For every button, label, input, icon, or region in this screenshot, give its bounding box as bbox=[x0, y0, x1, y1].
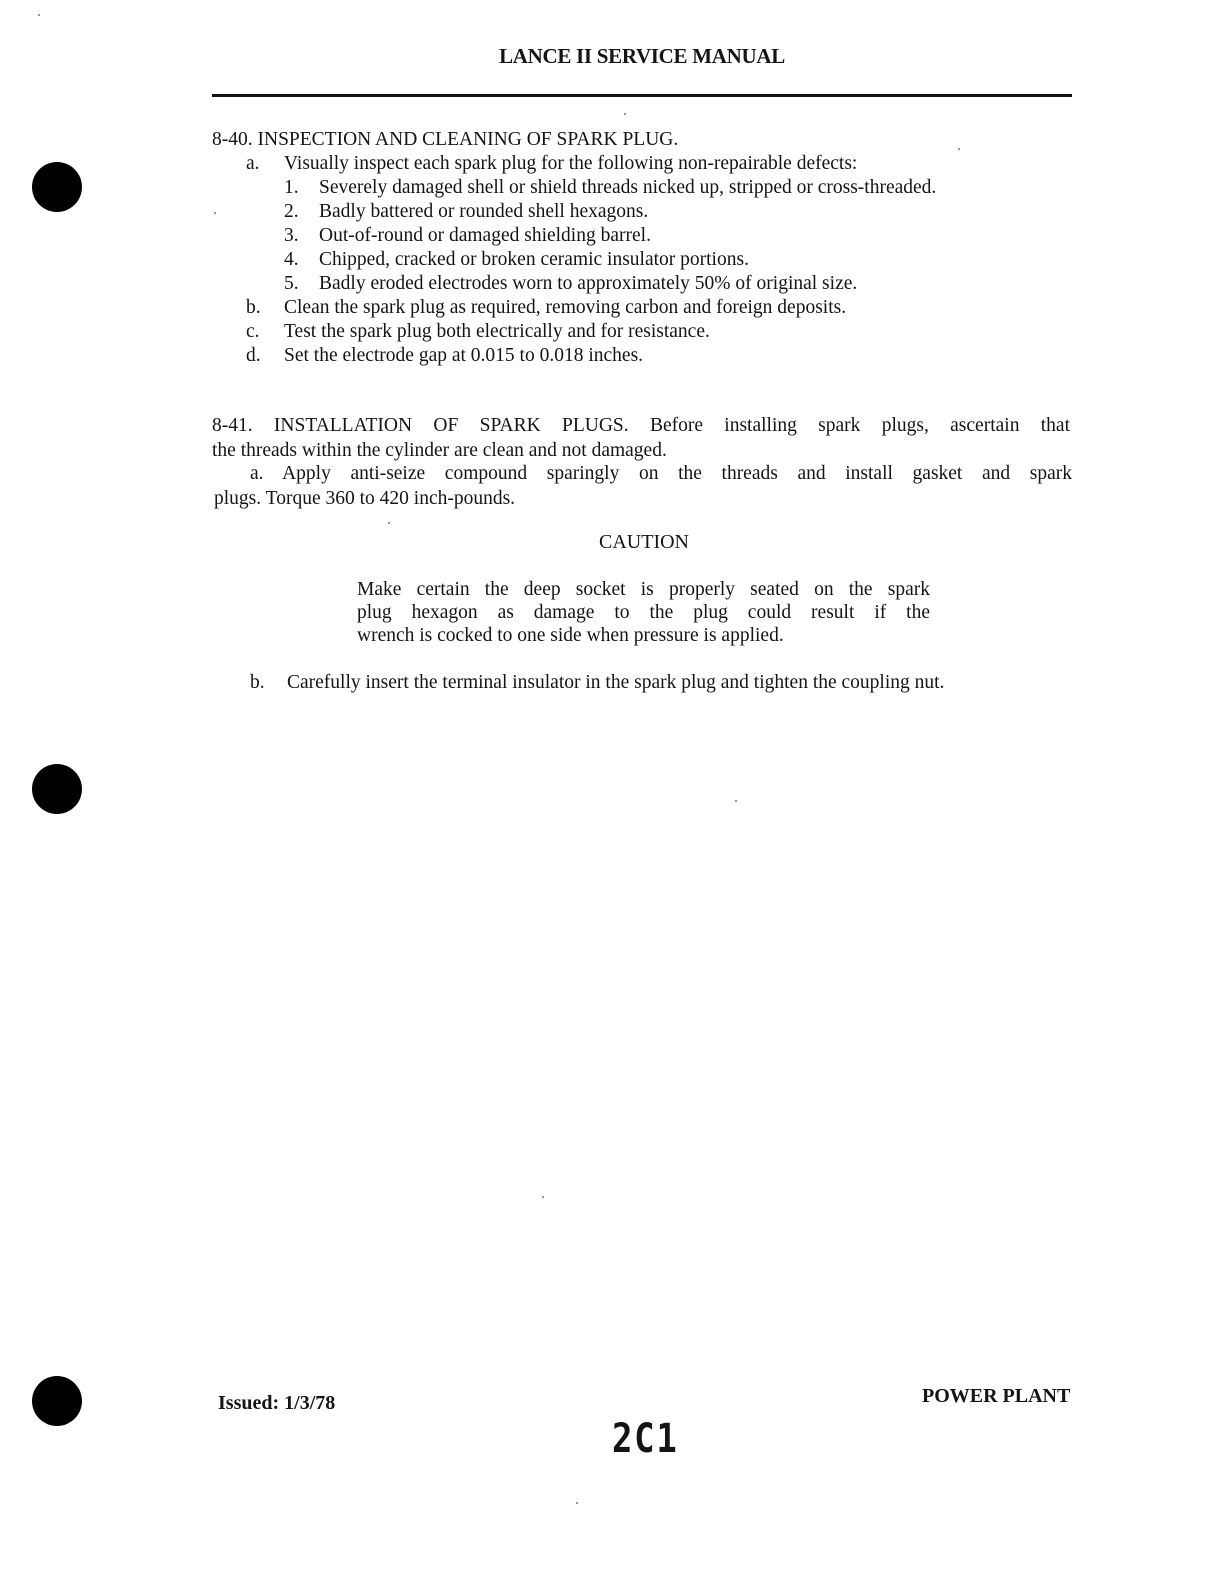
list-marker: b. bbox=[246, 297, 261, 318]
page-header: LANCE II SERVICE MANUAL bbox=[499, 44, 785, 68]
scan-speck bbox=[624, 113, 626, 115]
section-8-41-item-a-line-2: plugs. Torque 360 to 420 inch-pounds. bbox=[214, 488, 516, 509]
list-marker: b. bbox=[250, 672, 265, 693]
section-name: POWER PLANT bbox=[922, 1385, 1071, 1407]
caution-text-line: wrench is cocked to one side when pressure is applied. bbox=[357, 625, 784, 646]
list-text: Chipped, cracked or broken ceramic insulator portions. bbox=[319, 249, 749, 270]
list-marker: c. bbox=[246, 321, 260, 342]
list-text: Badly battered or rounded shell hexagons. bbox=[319, 201, 649, 222]
list-text: Clean the spark plug as required, removing carbon and foreign deposits. bbox=[284, 297, 847, 318]
list-text: Out-of-round or damaged shielding barrel. bbox=[319, 225, 651, 246]
list-marker: a. bbox=[246, 153, 260, 174]
caution-text-line: plug hexagon as damage to the plug could result if the bbox=[357, 602, 930, 623]
issued-date: Issued: 1/3/78 bbox=[218, 1392, 336, 1414]
scan-speck bbox=[38, 14, 40, 16]
defect-item bbox=[284, 200, 648, 224]
scan-speck bbox=[542, 1196, 544, 1198]
defect-item bbox=[284, 176, 936, 200]
list-marker: d. bbox=[246, 345, 261, 366]
defect-item bbox=[284, 272, 857, 296]
list-item-d bbox=[246, 344, 643, 368]
list-marker: 1. bbox=[284, 177, 299, 198]
list-text: Test the spark plug both electrically and for resistance. bbox=[284, 321, 710, 342]
defect-item bbox=[284, 248, 749, 272]
list-text: Badly eroded electrodes worn to approximately 50% of original size. bbox=[319, 273, 858, 294]
scan-speck bbox=[735, 800, 737, 802]
caution-title: CAUTION bbox=[599, 531, 689, 553]
list-marker: 5. bbox=[284, 273, 299, 294]
defect-item bbox=[284, 224, 651, 248]
list-text: Visually inspect each spark plug for the following non-repairable defects: bbox=[284, 153, 858, 174]
list-marker: 3. bbox=[284, 225, 299, 246]
list-text: Set the electrode gap at 0.015 to 0.018 inches. bbox=[284, 345, 644, 366]
list-item-c bbox=[246, 320, 710, 344]
list-text: Severely damaged shell or shield threads nicked up, stripped or cross-threaded. bbox=[319, 177, 937, 198]
section-8-41-line-2: the threads within the cylinder are clean and not damaged. bbox=[212, 440, 667, 461]
punch-hole bbox=[32, 1376, 82, 1426]
scan-speck bbox=[214, 212, 216, 214]
punch-hole bbox=[32, 162, 82, 212]
section-number: 8-40. bbox=[212, 129, 253, 150]
section-title: INSPECTION AND CLEANING OF SPARK PLUG. bbox=[257, 129, 679, 150]
punch-hole bbox=[32, 764, 82, 814]
list-marker: 2. bbox=[284, 201, 299, 222]
list-item-b bbox=[246, 296, 846, 320]
scan-speck bbox=[576, 1502, 578, 1504]
list-text: Carefully insert the terminal insulator in the spark plug and tighten the coupling nut. bbox=[287, 672, 945, 693]
header-rule bbox=[212, 94, 1072, 97]
list-marker: 4. bbox=[284, 249, 299, 270]
section-heading-8-40 bbox=[212, 128, 678, 152]
section-8-41-line-1: 8-41. INSTALLATION OF SPARK PLUGS. Before installing spark plugs, ascertain that bbox=[212, 415, 1070, 436]
scan-speck bbox=[958, 148, 960, 150]
caution-text-line: Make certain the deep socket is properly seated on the spark bbox=[357, 579, 930, 600]
page-number: 2C1 bbox=[612, 1416, 679, 1462]
section-8-41-item-b bbox=[250, 671, 944, 695]
scan-speck bbox=[388, 522, 390, 524]
list-item-a bbox=[246, 152, 857, 176]
section-8-41-item-a-line-1: a. Apply anti-seize compound sparingly on the threads and install gasket and spark bbox=[250, 463, 1072, 484]
